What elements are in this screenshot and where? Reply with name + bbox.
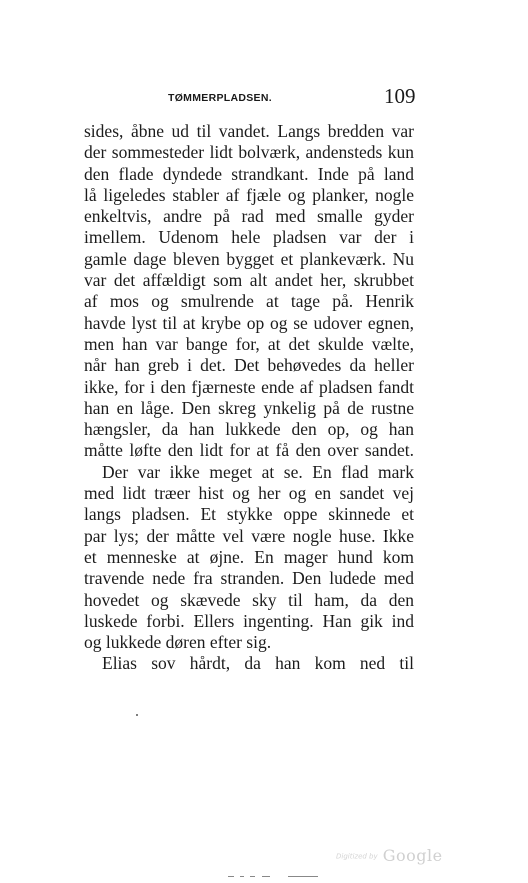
text-line: sides, åbne ud til vandet. Langs bredden var (84, 121, 414, 141)
text-line: Elias sov hårdt, da han kom ned til (102, 653, 414, 674)
text-line: imellem. Udenom hele pladsen var der i (84, 227, 414, 248)
text-line: travende nede fra stranden. Den ludede med (84, 568, 414, 589)
digitization-watermark (336, 846, 443, 865)
text-line: han en låge. Den skreg ynkelig på de rustne (84, 397, 414, 418)
print-speck (136, 714, 138, 716)
text-line: hængsler, da han lukkede den op, og han (84, 419, 414, 440)
text-line: hovedet og skævede sky til ham, da den (84, 589, 414, 610)
text-line: ikke, for i den fjærneste ende af pladsen fandt (84, 376, 414, 397)
text-line: og lukkede døren efter sig. (84, 632, 272, 653)
text-line: luskede forbi. Ellers ingenting. Han gik ind (84, 610, 414, 631)
text-line: lå ligeledes stabler af fjæle og planker, nogle (84, 184, 414, 205)
text-line: måtte løfte den lidt for at få den over sandet. (84, 440, 414, 461)
page-number: 109 (384, 84, 416, 108)
text-line: langs pladsen. Et stykke oppe skinnede et (84, 504, 414, 525)
body-text (84, 121, 414, 675)
text-line: enkeltvis, andre på rad med smalle gyder (84, 206, 414, 227)
text-line: et menneske at øjne. En mager hund kom (84, 546, 414, 567)
text-line: men han var bange for, at det skulde vælte, (84, 333, 414, 354)
text-line: med lidt træer hist og her og en sandet vej (84, 483, 414, 504)
text-line: der sommesteder lidt bolværk, andensteds kun (84, 142, 414, 163)
text-line: gamle dage bleven bygget et plankeværk. Nu (84, 248, 414, 269)
scan-artifacts (228, 876, 320, 879)
text-line: når han greb i det. Det behøvedes da heller (84, 355, 414, 376)
text-line: var det affældigt som alt andet her, skrubbet (84, 270, 414, 291)
text-line: af mos og smulrende at tage på. Henrik (84, 291, 414, 312)
text-line: Der var ikke meget at se. En flad mark (102, 461, 414, 482)
watermark-prefix: Digitized by (336, 852, 378, 861)
running-title: TØMMERPLADSEN. (168, 92, 272, 104)
text-line: den flade dyndede strandkant. Inde på land (84, 163, 414, 184)
text-line: par lys; der måtte vel være nogle huse. Ikke (84, 525, 414, 546)
text-line: havde lyst til at krybe op og se udover egnen, (84, 312, 414, 333)
google-logo: Google (382, 846, 443, 865)
